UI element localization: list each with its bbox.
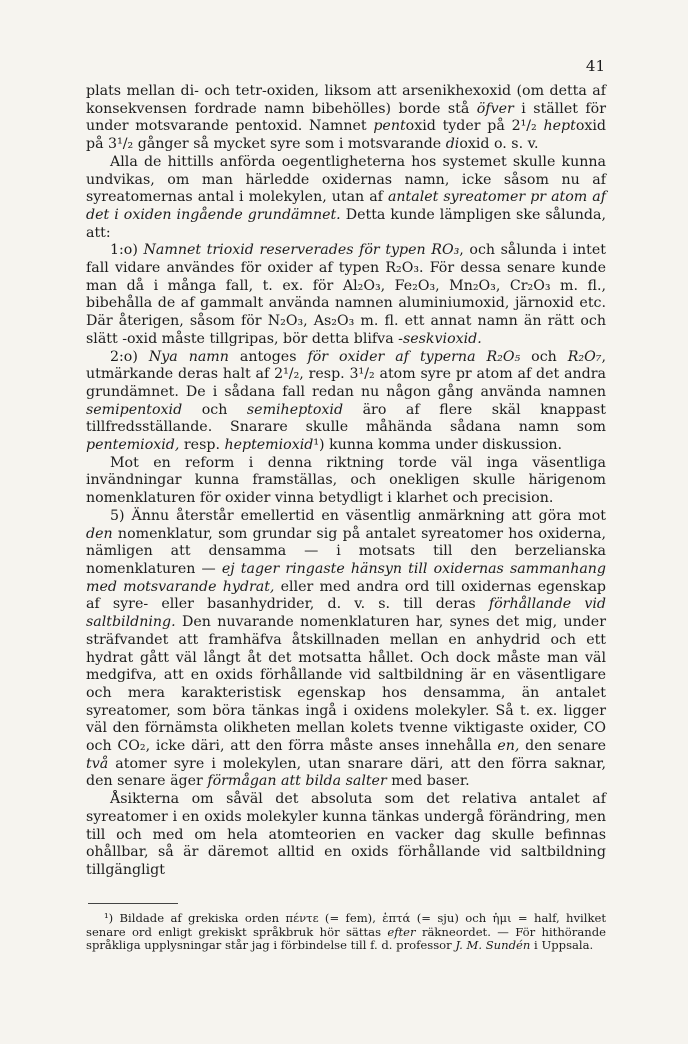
text-run: den senare <box>519 738 606 755</box>
text-run: Alla de hittills anförda oegentligheterna hos systemet skulle kunna undvikas, om man härledde oxidernas namn, icke såsom nu af syreatomernas antal i molekylen, utan af <box>86 153 606 206</box>
italic-text: semipentoxid <box>86 401 183 418</box>
text-run: i Uppsala. <box>530 938 594 953</box>
paragraph <box>86 349 606 455</box>
text-run: nomenklatur, som grundar sig på antalet syreatomer hos oxiderna, nämligen att densamma — i motsats till den berzelianska nomenklaturen — <box>86 525 606 577</box>
text-run: plats mellan di- och tetr-oxiden, liksom att arsenikhexoxid (om detta af konsekvensen fordrade namn bibehölles) borde stå <box>86 83 606 117</box>
body-text <box>86 83 606 880</box>
italic-text: antalet syreatomer pr atom af det i oxiden ingående grundämnet. <box>86 189 606 223</box>
text-run: 1:o) <box>110 242 144 259</box>
footnote-text <box>86 912 606 953</box>
italic-text: semiheptoxid <box>246 401 344 418</box>
italic-text: Namnet trioxid reserverades för typen RO₃ <box>143 242 460 259</box>
text-run: i stället för under motsvarande pentoxid. Namnet <box>86 100 606 135</box>
footnote <box>86 912 606 953</box>
italic-text: två <box>86 755 109 772</box>
italic-text: pentemioxid, <box>86 437 180 454</box>
italic-text: förmågan att bilda salter <box>207 773 387 790</box>
italic-text: hept <box>543 118 576 135</box>
italic-text: -seskvioxid. <box>398 330 482 347</box>
paragraph <box>86 154 606 243</box>
italic-text: efter <box>387 924 416 939</box>
italic-text: öfver <box>476 100 514 117</box>
italic-text: R₂O₇ <box>567 348 602 365</box>
paragraph <box>86 83 606 154</box>
italic-text: J. M. Sundén <box>455 938 531 953</box>
text-run: eller med andra ord till oxidernas egenskap af syre- eller basanhydrider, d. v. s. till deras <box>86 578 606 613</box>
text-run: äro af flere skäl knappast tillfredsställande. Snarare skulle måhända sådana namn som <box>86 401 606 436</box>
text-run: 5) Ännu återstår emellertid en väsentlig anmärkning att göra mot <box>110 507 606 524</box>
italic-text: heptemioxid <box>224 437 314 454</box>
text-run: Detta kunde lämpligen ske sålunda, att: <box>86 206 606 241</box>
text-run: oxid o. s. v. <box>459 136 539 153</box>
italic-text: för oxider af typerna R₂O₅ <box>307 348 521 365</box>
text-run: och <box>182 401 247 418</box>
italic-text: den <box>86 525 113 542</box>
text-run: ¹) Bildade af grekiska orden πέντε (= fem), ἑπτά (= sju) och ἡμι = half, hvilket senare ord enligt grekiskt språkbruk hör sättas <box>86 911 606 939</box>
text-run: räkneordet. — För hithörande språkliga upplysningar står jag i förbindelse till f. d. professor <box>86 924 606 953</box>
page-number: 41 <box>585 57 605 75</box>
text-run: oxid på 3¹/₂ gånger så mycket syre som i motsvarande <box>86 118 606 153</box>
text-run: Åsikterna om såväl det absoluta som det relativa antalet af syreatomer i en oxids molekyler kunna tänkas undergå förändring, men till och med om hela atomteorien en vacker dag skulle befinnas ohållbar, så är däremot alltid en oxids förhållande vid saltbildning tillgängligt <box>86 791 606 878</box>
italic-text: di <box>445 136 460 153</box>
footnote-divider <box>88 903 178 904</box>
text-run: Mot en reform i denna riktning torde väl inga väsentliga invändningar kunna framställas, och onekligen skulle härigenom nomenklaturen för oxider vinna betydligt i klarhet och precision. <box>86 454 606 507</box>
text-run: och <box>520 348 568 365</box>
paragraph <box>86 508 606 791</box>
text-run: med baser. <box>386 773 470 790</box>
italic-text: en, <box>497 738 520 755</box>
text-run: , och sålunda i intet fall vidare användes för oxider af typen R₂O₃. För dessa senare kunde man då i många fall, t. ex. för Al₂O₃, Fe₂O₃, Mn₂O₃, Cr₂O₃ m. fl., bibehålla de af gammalt använda namnen aluminiumoxid, järnoxid etc. Där återigen, såsom för N₂O₃, As₂O₃ m. fl. ett annat namn än rätt och slätt -oxid måste tillgripas, bör detta blifva <box>86 242 606 347</box>
text-run: ¹) kunna komma under diskussion. <box>313 437 563 454</box>
text-run: resp. <box>179 437 225 454</box>
text-run: antoges <box>228 348 308 365</box>
text-run: Den nuvarande nomenklaturen har, synes det mig, under sträfvandet att framhäfva åtskillnaden mellan en anhydrid och ett hydrat gått väl långt åt det motsatta hållet. Och dock måste man väl medgifva, att en oxids förhållande vid saltbildning är en väsentligare och mera karakteristisk egenskap hos densamma, än antalet syreatomer, som böra tänkas ingå i oxidens molekyler. Så t. ex. ligger väl den förnämsta olikheten mellan kolets tvenne viktigaste oxider, CO och CO₂, icke däri, att den förra måste anses innehålla <box>86 614 606 755</box>
italic-text: förhållande vid saltbildning. <box>86 596 606 631</box>
text-run: oxid tyder på 2¹/₂ <box>405 118 544 135</box>
text-run: 2:o) <box>110 348 149 365</box>
text-run: , utmärkande deras halt af 2¹/₂, resp. 3¹/₂ atom syre pr atom af det andra grundämnet. De i sådana fall redan nu någon gång använda namnen <box>86 348 606 400</box>
italic-text: pent <box>373 118 406 135</box>
paragraph <box>86 242 606 348</box>
paragraph <box>86 791 606 880</box>
italic-text: ej tager ringaste hänsyn till oxidernas sammanhang med motsvarande hydrat, <box>86 560 607 595</box>
italic-text: Nya namn <box>148 348 229 365</box>
paragraph <box>86 455 606 508</box>
text-run: atomer syre i molekylen, utan snarare däri, att den förra saknar, den senare äger <box>86 755 606 790</box>
